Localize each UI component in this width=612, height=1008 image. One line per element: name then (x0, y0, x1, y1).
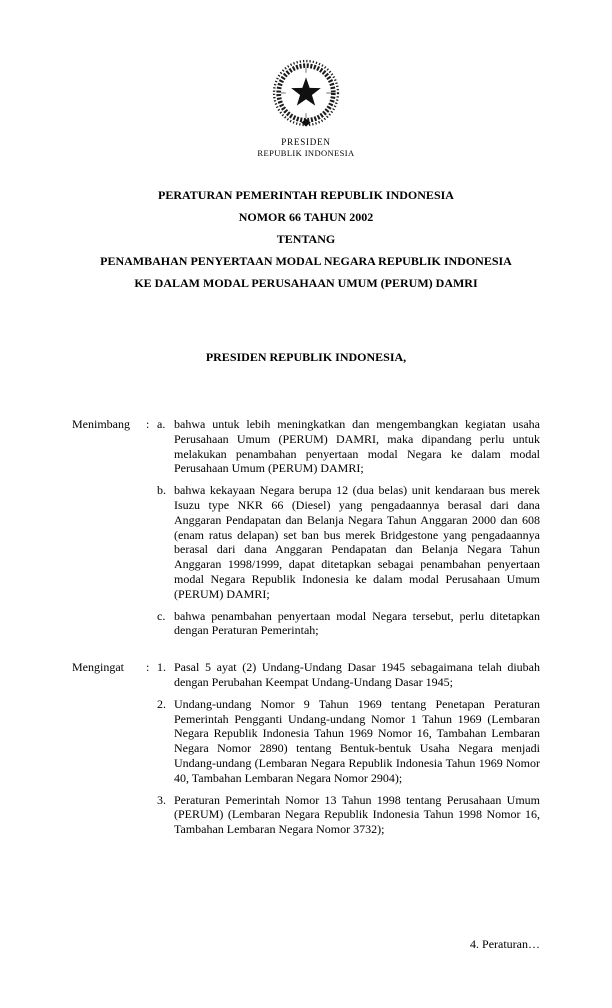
garuda-star-emblem-icon (267, 54, 345, 132)
menimbang-section (72, 417, 540, 638)
list-item (157, 697, 540, 786)
list-item (157, 660, 540, 690)
list-item-text: bahwa untuk lebih meningkatkan dan mengembangkan kegiatan usaha Perusahaan Umum (PERUM) DAMRI, maka dipandang perlu untuk melakukan penambahan penyertaan modal Negara ke dalam modal Perusahaan Umum (PERUM) DAMRI; (174, 417, 540, 476)
list-item (157, 793, 540, 837)
salutation: PRESIDEN REPUBLIK INDONESIA, (205, 350, 407, 364)
list-item-marker: 1. (157, 660, 166, 675)
list-item-marker: b. (157, 483, 166, 498)
menimbang-label: Menimbang (72, 417, 130, 431)
mengingat-items (157, 660, 540, 837)
letterhead-presiden: PRESIDEN (281, 137, 331, 147)
title-line-subject-1: PENAMBAHAN PENYERTAAN MODAL NEGARA REPUBLIK INDONESIA (100, 254, 512, 268)
list-item-text: bahwa penambahan penyertaan modal Negara tersebut, perlu ditetapkan dengan Peraturan Pemerintah; (174, 608, 540, 638)
letterhead (72, 54, 540, 159)
list-item (157, 483, 540, 601)
list-item-marker: c. (157, 608, 166, 623)
list-item-text: Undang-undang Nomor 9 Tahun 1969 tentang Penetapan Peraturan Pemerintah Pengganti Undang-undang Nomor 1 Tahun 1969 (Lembaran Negara Republik Indonesia Tahun 1969 Nomor 16, Tambahan Lembaran Negara Nomor 2890) tentang Bentuk-bentuk Usaha Negara menjadi Undang-undang (Lembaran Negara Republik Indonesia Tahun 1969 Nomor 40, Tambahan Lembaran Negara Nomor 2904); (174, 696, 540, 785)
title-line-regulation: PERATURAN PEMERINTAH REPUBLIK INDONESIA (158, 188, 454, 202)
letterhead-republik-indonesia: REPUBLIK INDONESIA (257, 148, 355, 158)
mengingat-section (72, 660, 540, 837)
list-item-marker: a. (157, 417, 166, 431)
list-item-text: Pasal 5 ayat (2) Undang-Undang Dasar 1945 sebagaimana telah diubah dengan Perubahan Keempat Undang-Undang Dasar 1945; (174, 660, 540, 689)
menimbang-items (157, 417, 540, 638)
mengingat-label: Mengingat (72, 660, 124, 675)
title-line-number: NOMOR 66 TAHUN 2002 (238, 210, 374, 224)
title-line-tentang: TENTANG (276, 232, 336, 246)
title-block (72, 184, 540, 294)
list-item-text: Peraturan Pemerintah Nomor 13 Tahun 1998 tentang Perusahaan Umum (PERUM) (Lembaran Negara Republik Indonesia Tahun 1998 Nomor 16, Tambahan Lembaran Negara Nomor 3732); (174, 792, 540, 837)
list-item (157, 417, 540, 476)
title-line-subject-2: KE DALAM MODAL PERUSAHAAN UMUM (PERUM) DAMRI (134, 276, 478, 290)
list-item-marker: 3. (157, 792, 166, 807)
list-item-text: bahwa kekayaan Negara berupa 12 (dua belas) unit kendaraan bus merek Isuzu type NKR 66 (Diesel) yang pengadaannya berasal dari dana Anggaran Pendapatan dan Belanja Negara Tahun Anggaran 2000 dan 608 (enam ratus delapan) set ban bus merek Bridgestone yang pengadaannya berasal dari dana Anggaran Pendapatan dan Belanja Negara Tahun Anggaran 1998/1999, dapat ditetapkan sebagai penambahan penyertaan modal Negara Republik Indonesia ke dalam modal Perusahaan Umum (PERUM) DAMRI; (174, 483, 540, 601)
list-item-marker: 2. (157, 696, 166, 711)
mengingat-colon: : (146, 660, 150, 675)
menimbang-colon: : (146, 417, 150, 431)
page-catchword: 4. Peraturan… (470, 937, 540, 951)
list-item (157, 609, 540, 639)
